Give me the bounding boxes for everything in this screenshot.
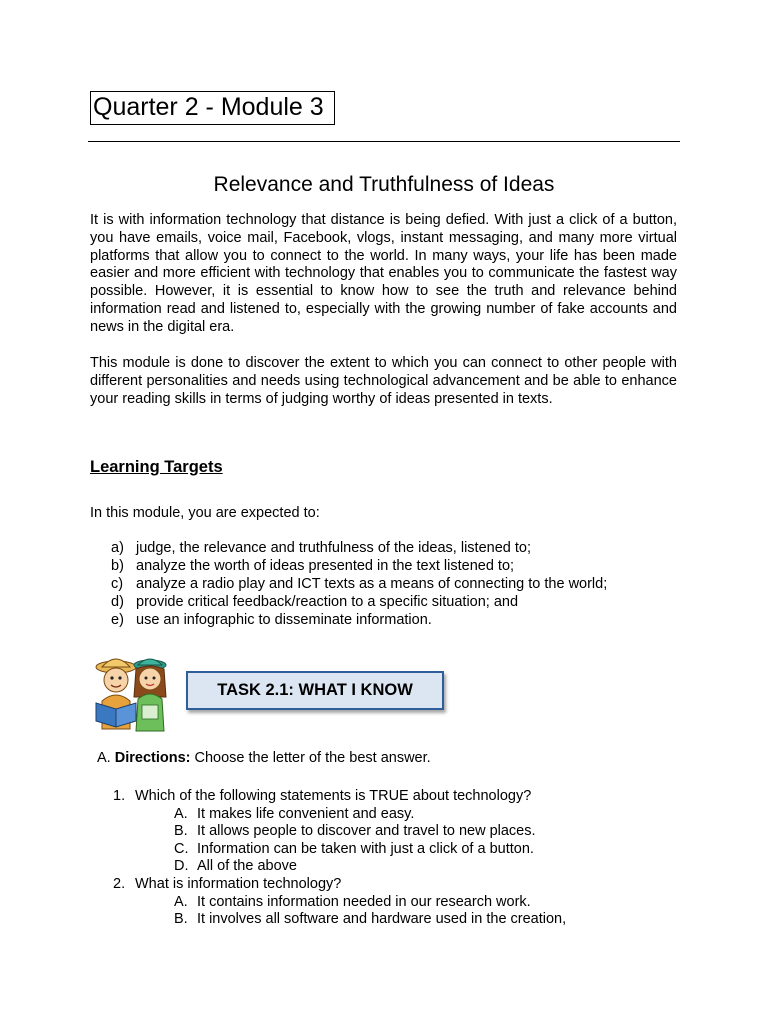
question-number: 1. bbox=[113, 788, 126, 804]
answer-option bbox=[113, 806, 566, 824]
option-text: All of the above bbox=[197, 858, 297, 875]
learning-targets-list bbox=[111, 539, 607, 629]
answer-option bbox=[113, 858, 566, 876]
question-item bbox=[113, 876, 566, 929]
option-letter: B. bbox=[174, 823, 188, 840]
question-number: 2. bbox=[113, 875, 126, 892]
question-item bbox=[113, 788, 566, 876]
answer-option bbox=[113, 911, 566, 929]
page-title: Relevance and Truthfulness of Ideas bbox=[213, 173, 555, 196]
learning-targets-intro: In this module, you are expected to: bbox=[90, 505, 320, 521]
option-text: It involves all software and hardware used in the creation, bbox=[197, 911, 567, 928]
list-marker: d) bbox=[111, 594, 124, 610]
directions-marker: A. bbox=[97, 750, 111, 766]
list-item bbox=[111, 557, 607, 575]
learning-targets-heading: Learning Targets bbox=[90, 458, 223, 476]
option-text: It makes life convenient and easy. bbox=[197, 805, 415, 822]
list-marker: b) bbox=[111, 558, 124, 574]
question-list bbox=[113, 788, 566, 929]
option-text: It contains information needed in our research work. bbox=[197, 893, 531, 910]
list-item-text: use an infographic to disseminate information. bbox=[136, 612, 432, 628]
list-marker: e) bbox=[111, 612, 124, 628]
list-item-text: analyze the worth of ideas presented in the text listened to; bbox=[136, 558, 515, 574]
answer-option bbox=[113, 894, 566, 912]
module-heading: Quarter 2 - Module 3 bbox=[90, 91, 335, 125]
directions-label: Directions: bbox=[114, 750, 191, 766]
list-item-text: analyze a radio play and ICT texts as a means of connecting to the world; bbox=[136, 576, 608, 592]
directions-text: Choose the letter of the best answer. bbox=[190, 750, 431, 766]
kids-reading-icon bbox=[86, 653, 178, 735]
directions bbox=[97, 749, 431, 767]
intro-paragraph-2: This module is done to discover the extent to which you can connect to other people with different personalities and needs using technological advancement and be able to enhance your reading skills in terms of judging worthy of ideas presented in texts. bbox=[90, 355, 677, 407]
intro-paragraph-1: It is with information technology that distance is being defied. With just a click of a button, you have emails, voice mail, Facebook, vlogs, instant messaging, and many more virtual platforms that allow you to connect to the world. In many ways, your life has been made easier and more efficient with technology that enables you to communicate the fastest way possible. However, it is essential to know how to see the truth and relevance behind information read and listened to, especially with the growing number of fake accounts and news in the digital era. bbox=[90, 212, 677, 335]
option-text: It allows people to discover and travel to new places. bbox=[197, 823, 536, 840]
list-item bbox=[111, 539, 607, 557]
answer-option bbox=[113, 823, 566, 841]
option-text: Information can be taken with just a click of a button. bbox=[197, 840, 534, 857]
list-item bbox=[111, 611, 607, 629]
header-divider bbox=[88, 141, 680, 142]
question-text: What is information technology? bbox=[135, 875, 342, 892]
question-text: Which of the following statements is TRUE about technology? bbox=[135, 788, 532, 804]
list-item bbox=[111, 575, 607, 593]
question-text-row bbox=[113, 788, 566, 806]
list-item-text: judge, the relevance and truthfulness of the ideas, listened to; bbox=[136, 540, 531, 556]
list-item bbox=[111, 593, 607, 611]
task-label-box: TASK 2.1: WHAT I KNOW bbox=[186, 671, 444, 710]
option-letter: B. bbox=[174, 911, 188, 928]
option-letter: C. bbox=[174, 840, 189, 857]
list-item-text: provide critical feedback/reaction to a specific situation; and bbox=[136, 594, 519, 610]
option-letter: D. bbox=[174, 858, 189, 875]
question-text-row bbox=[113, 876, 566, 894]
answer-option bbox=[113, 841, 566, 859]
list-marker: a) bbox=[111, 540, 124, 556]
option-letter: A. bbox=[174, 893, 188, 910]
list-marker: c) bbox=[111, 576, 124, 592]
option-letter: A. bbox=[174, 805, 188, 822]
